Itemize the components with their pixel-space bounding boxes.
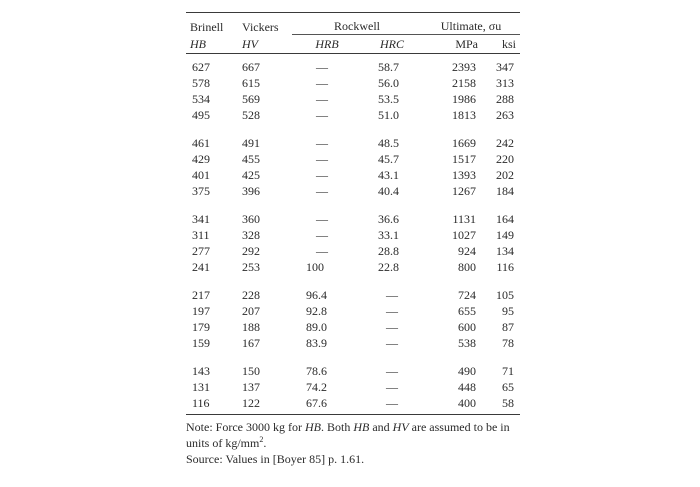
cell-hrb: 78.6 (306, 364, 327, 378)
table-row (186, 395, 520, 411)
cell-mpa: 1517 (452, 152, 476, 166)
dash-mark: — (386, 364, 398, 378)
cell-hrc: 48.5 (378, 136, 399, 150)
cell-hrb (292, 243, 362, 259)
cell-hb: 341 (192, 212, 210, 226)
table-body (186, 54, 520, 412)
header-hb: HB (190, 36, 206, 51)
table-row (186, 123, 520, 151)
cell-hv: 455 (242, 152, 260, 166)
dash-mark: — (316, 168, 328, 182)
cell-hb: 578 (192, 76, 210, 90)
cell-hrc (362, 319, 422, 335)
table-row (186, 199, 520, 227)
header-row-1 (186, 13, 520, 35)
dash-mark: — (316, 136, 328, 150)
cell-ksi: 202 (496, 168, 514, 182)
header-vickers: Vickers (242, 19, 279, 34)
note-mid1: . Both (320, 420, 354, 434)
cell-hv: 137 (242, 380, 260, 394)
cell-hrc: 51.0 (378, 108, 399, 122)
cell-hb: 311 (192, 228, 210, 242)
dash-mark: — (386, 336, 398, 350)
note-mid3: are assumed to be in units of kg/mm (186, 420, 510, 450)
cell-hv: 328 (242, 228, 260, 242)
note-sup: 2 (259, 435, 264, 444)
cell-ksi: 220 (496, 152, 514, 166)
cell-hrc (362, 275, 422, 303)
cell-ksi: 58 (502, 396, 514, 410)
dash-mark: — (316, 184, 328, 198)
cell-mpa: 2393 (452, 60, 476, 74)
header-row-2 (186, 35, 520, 54)
cell-hrc: 28.8 (378, 244, 399, 258)
cell-hrc (362, 351, 422, 379)
cell-hv: 528 (242, 108, 260, 122)
cell-hv: 425 (242, 168, 260, 182)
note-hb: HB (304, 420, 321, 434)
note-text (186, 419, 520, 451)
cell-mpa: 400 (458, 396, 476, 410)
cell-mpa: 1393 (452, 168, 476, 182)
table-row (186, 243, 520, 259)
cell-hv: 167 (242, 336, 260, 350)
table-row (186, 183, 520, 199)
cell-hrb: 67.6 (306, 396, 327, 410)
cell-mpa: 1131 (452, 212, 476, 226)
dash-mark: — (316, 152, 328, 166)
cell-hrc: 56.0 (378, 76, 399, 90)
cell-mpa: 490 (458, 364, 476, 378)
cell-hv: 292 (242, 244, 260, 258)
cell-mpa: 2158 (452, 76, 476, 90)
cell-hb: 401 (192, 168, 210, 182)
cell-mpa: 1669 (452, 136, 476, 150)
cell-hrb (292, 107, 362, 123)
table-note (186, 419, 520, 467)
table-row (186, 379, 520, 395)
hardness-conversion-table-document (186, 12, 520, 467)
cell-hv: 569 (242, 92, 260, 106)
dash-mark: — (386, 304, 398, 318)
dash-mark: — (316, 228, 328, 242)
cell-mpa: 924 (458, 244, 476, 258)
cell-hv: 150 (242, 364, 260, 378)
cell-ksi: 78 (502, 336, 514, 350)
cell-hv: 491 (242, 136, 260, 150)
cell-hrb (292, 54, 362, 76)
cell-hrc: 58.7 (378, 60, 399, 74)
cell-hrc: 40.4 (378, 184, 399, 198)
cell-hv: 122 (242, 396, 260, 410)
cell-mpa: 600 (458, 320, 476, 334)
cell-mpa: 655 (458, 304, 476, 318)
cell-ksi: 288 (496, 92, 514, 106)
cell-hb: 179 (192, 320, 210, 334)
dash-mark: — (316, 92, 328, 106)
table-row (186, 319, 520, 335)
cell-hv: 207 (242, 304, 260, 318)
cell-hrc: 43.1 (378, 168, 399, 182)
cell-hv: 396 (242, 184, 260, 198)
note-hv: HV (392, 420, 409, 434)
bottom-rule (186, 414, 520, 415)
table-row (186, 75, 520, 91)
cell-hrc: 33.1 (378, 228, 399, 242)
cell-ksi: 184 (496, 184, 514, 198)
cell-hrb: 89.0 (306, 320, 327, 334)
cell-ksi: 242 (496, 136, 514, 150)
cell-ksi: 313 (496, 76, 514, 90)
cell-ksi: 71 (502, 364, 514, 378)
cell-hv: 615 (242, 76, 260, 90)
dash-mark: — (386, 288, 398, 302)
table-row (186, 91, 520, 107)
table-row (186, 151, 520, 167)
cell-hb: 197 (192, 304, 210, 318)
table-row (186, 259, 520, 275)
cell-mpa: 1813 (452, 108, 476, 122)
cell-ksi: 87 (502, 320, 514, 334)
cell-ksi: 95 (502, 304, 514, 318)
cell-hrb: 100 (306, 260, 324, 274)
header-hrc: HRC (380, 37, 404, 51)
cell-hrc (362, 303, 422, 319)
cell-hrc (362, 395, 422, 411)
table-row (186, 167, 520, 183)
note-hb2: HB (353, 420, 370, 434)
cell-ksi: 116 (496, 260, 514, 274)
cell-hrc: 36.6 (378, 212, 399, 226)
note-prefix: Note: Force 3000 kg for (186, 420, 305, 434)
header-ultimate (422, 13, 520, 35)
cell-hrc: 53.5 (378, 92, 399, 106)
cell-mpa: 724 (458, 288, 476, 302)
table-row (186, 303, 520, 319)
cell-hrc (362, 335, 422, 351)
cell-hrb (292, 123, 362, 151)
cell-hrb (292, 167, 362, 183)
cell-hb: 143 (192, 364, 210, 378)
dash-mark: — (386, 320, 398, 334)
header-ultimate-label: Ultimate, σu (440, 19, 502, 33)
cell-hv: 228 (242, 288, 260, 302)
cell-hrc: 45.7 (378, 152, 399, 166)
cell-hrb: 92.8 (306, 304, 327, 318)
cell-hb: 627 (192, 60, 210, 74)
cell-hrc: 22.8 (378, 260, 399, 274)
cell-ksi: 263 (496, 108, 514, 122)
header-hv: HV (242, 36, 258, 51)
header-hrb: HRB (315, 37, 339, 51)
cell-hv: 667 (242, 60, 260, 74)
note-end: . (263, 436, 267, 450)
cell-hrb: 83.9 (306, 336, 327, 350)
cell-ksi: 149 (496, 228, 514, 242)
cell-mpa: 800 (458, 260, 476, 274)
header-rockwell: Rockwell (292, 13, 422, 35)
dash-mark: — (316, 108, 328, 122)
cell-mpa: 538 (458, 336, 476, 350)
cell-hb: 534 (192, 92, 210, 106)
cell-hrc (362, 379, 422, 395)
table-row (186, 54, 520, 76)
cell-hrb (292, 199, 362, 227)
table-row (186, 227, 520, 243)
cell-hb: 131 (192, 380, 210, 394)
dash-mark: — (316, 212, 328, 226)
cell-hrb (292, 151, 362, 167)
cell-hb: 241 (192, 260, 210, 274)
cell-ksi: 65 (502, 380, 514, 394)
cell-ksi: 164 (496, 212, 514, 226)
header-ksi: ksi (501, 37, 516, 51)
cell-hb: 277 (192, 244, 210, 258)
cell-hb: 375 (192, 184, 210, 198)
cell-hrb (292, 227, 362, 243)
cell-hb: 461 (192, 136, 210, 150)
table-row (186, 107, 520, 123)
dash-mark: — (316, 244, 328, 258)
cell-mpa: 448 (458, 380, 476, 394)
cell-hv: 360 (242, 212, 260, 226)
cell-hb: 116 (192, 396, 210, 410)
note-mid2: and (369, 420, 393, 434)
table-row (186, 351, 520, 379)
cell-ksi: 347 (496, 60, 514, 74)
cell-hb: 429 (192, 152, 210, 166)
header-brinell: Brinell (190, 19, 224, 34)
cell-hrb: 96.4 (306, 288, 327, 302)
cell-hv: 253 (242, 260, 260, 274)
hardness-table (186, 13, 520, 411)
table-row (186, 335, 520, 351)
dash-mark: — (386, 380, 398, 394)
cell-hrb (292, 91, 362, 107)
dash-mark: — (316, 76, 328, 90)
table-row (186, 275, 520, 303)
dash-mark: — (386, 396, 398, 410)
cell-mpa: 1986 (452, 92, 476, 106)
cell-mpa: 1027 (452, 228, 476, 242)
cell-mpa: 1267 (452, 184, 476, 198)
source-text: Source: Values in [Boyer 85] p. 1.61. (186, 452, 365, 466)
cell-hb: 159 (192, 336, 210, 350)
cell-hb: 217 (192, 288, 210, 302)
dash-mark: — (316, 60, 328, 74)
cell-ksi: 105 (496, 288, 514, 302)
cell-hrb: 74.2 (306, 380, 327, 394)
cell-hv: 188 (242, 320, 260, 334)
header-mpa: MPa (455, 37, 478, 51)
cell-hrb (292, 183, 362, 199)
cell-hb: 495 (192, 108, 210, 122)
cell-hrb (292, 75, 362, 91)
cell-ksi: 134 (496, 244, 514, 258)
